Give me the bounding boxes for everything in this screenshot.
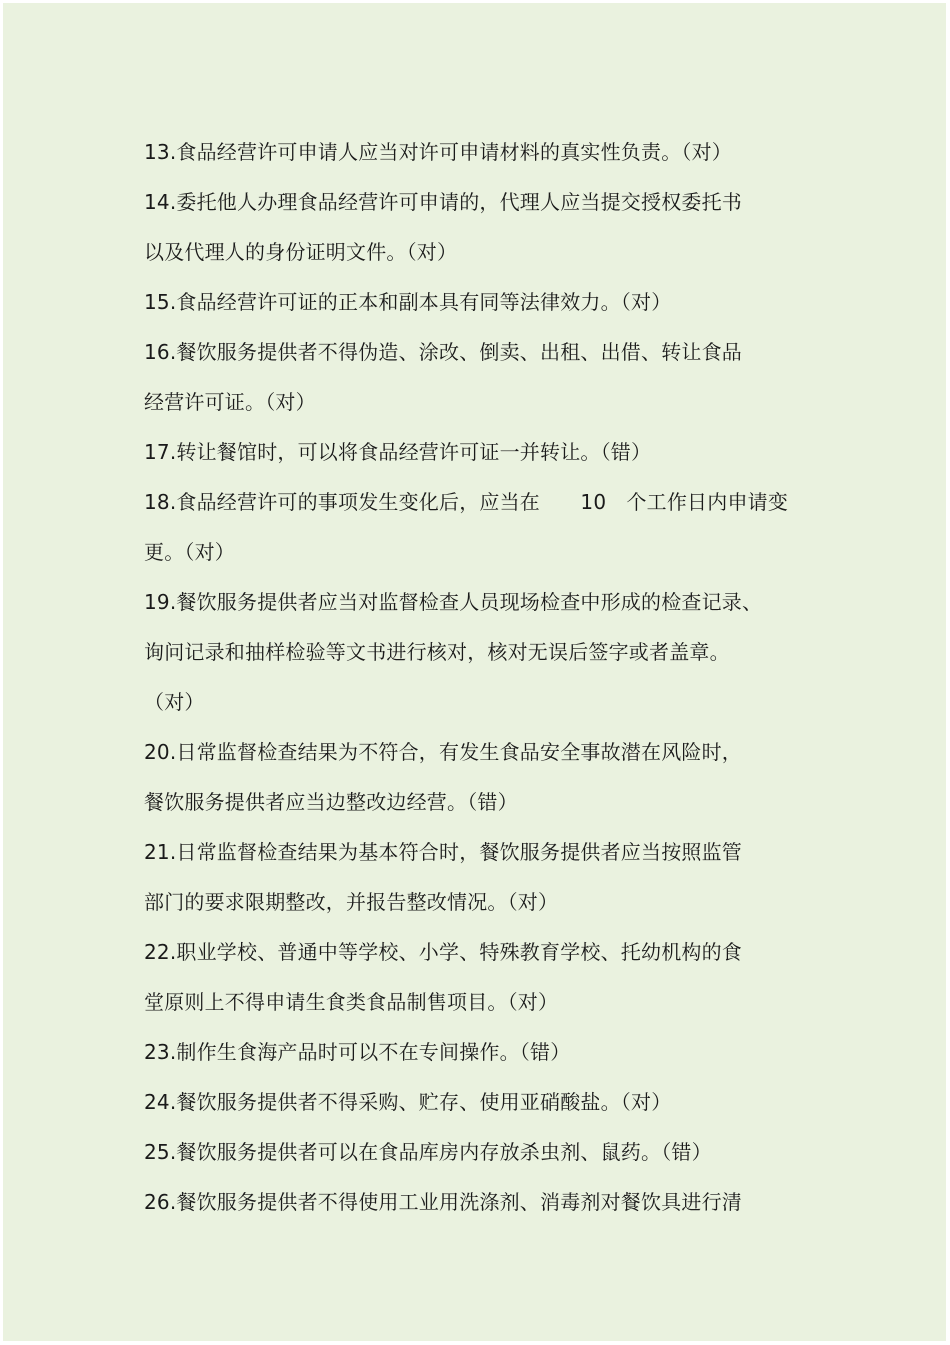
text-line-16a: 16.餐饮服务提供者不得伪造、涂改、倒卖、出租、出借、转让食品	[144, 340, 743, 364]
text-line-18b: 更。（对）	[144, 540, 235, 564]
document-body	[144, 127, 844, 1227]
text-line-14b: 以及代理人的身份证明文件。（对）	[144, 240, 458, 264]
text-line-20b: 餐饮服务提供者应当边整改边经营。（错）	[144, 790, 518, 814]
text-line-21b: 部门的要求限期整改，并报告整改情况。（对）	[144, 890, 559, 914]
text-line-22b: 堂原则上不得申请生食类食品制售项目。（对）	[144, 990, 559, 1014]
text-line-24: 24.餐饮服务提供者不得采购、贮存、使用亚硝酸盐。（对）	[144, 1090, 672, 1114]
text-line-15: 15.食品经营许可证的正本和副本具有同等法律效力。（对）	[144, 290, 672, 314]
text-line-19a: 19.餐饮服务提供者应当对监督检查人员现场检查中形成的检查记录、	[144, 590, 763, 614]
text-line-23: 23.制作生食海产品时可以不在专间操作。（错）	[144, 1040, 571, 1064]
text-line-17: 17.转让餐馆时，可以将食品经营许可证一并转让。（错）	[144, 440, 652, 464]
text-line-19c: （对）	[144, 690, 205, 714]
text-line-21a: 21.日常监督检查结果为基本符合时，餐饮服务提供者应当按照监管	[144, 840, 743, 864]
document-page	[3, 3, 946, 1341]
text-line-13: 13.食品经营许可申请人应当对许可申请材料的真实性负责。（对）	[144, 140, 733, 164]
text-line-19b: 询问记录和抽样检验等文书进行核对，核对无误后签字或者盖章。	[144, 640, 730, 664]
text-line-18a: 18.食品经营许可的事项发生变化后，应当在 10 个工作日内申请变	[144, 490, 789, 514]
text-line-16b: 经营许可证。（对）	[144, 390, 316, 414]
text-line-14a: 14.委托他人办理食品经营许可申请的，代理人应当提交授权委托书	[144, 190, 743, 214]
text-line-26: 26.餐饮服务提供者不得使用工业用洗涤剂、消毒剂对餐饮具进行清	[144, 1190, 743, 1214]
text-line-20a: 20.日常监督检查结果为不符合，有发生食品安全事故潜在风险时，	[144, 740, 743, 764]
text-line-25: 25.餐饮服务提供者可以在食品库房内存放杀虫剂、鼠药。（错）	[144, 1140, 712, 1164]
text-line-22a: 22.职业学校、普通中等学校、小学、特殊教育学校、托幼机构的食	[144, 940, 743, 964]
